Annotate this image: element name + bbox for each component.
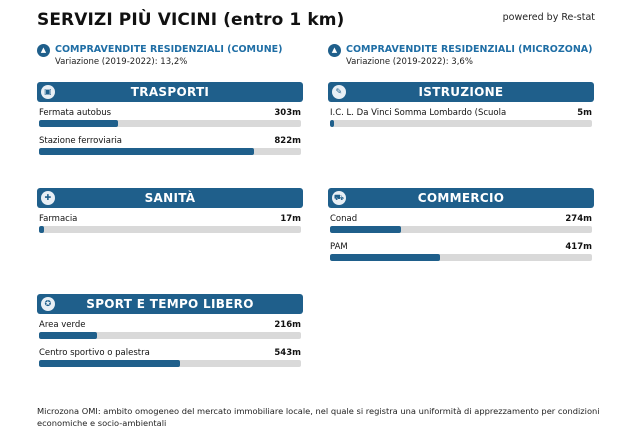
service-name: Stazione ferroviaria (39, 136, 123, 146)
list-item (37, 102, 303, 130)
stat-label: COMPRAVENDITE RESIDENZIALI (COMUNE) (55, 44, 283, 55)
distance-bar (39, 226, 301, 233)
list-item (328, 236, 594, 264)
card-title: SANITÀ (144, 191, 196, 205)
distance-bar-fill (39, 226, 44, 233)
card-istruzione (328, 82, 594, 130)
stat-variation: Variazione (2019-2022): 13,2% (55, 57, 188, 67)
distance-bar (330, 120, 592, 127)
cart-icon: ⛟ (332, 191, 346, 205)
distance-bar (39, 360, 301, 367)
stat-label: COMPRAVENDITE RESIDENZIALI (MICROZONA) (346, 44, 593, 55)
card-header (37, 82, 303, 102)
distance-bar (39, 148, 301, 155)
service-distance: 417m (565, 242, 592, 252)
card-title: SPORT E TEMPO LIBERO (86, 297, 254, 311)
distance-bar-fill (39, 332, 97, 339)
service-name: Fermata autobus (39, 108, 112, 118)
distance-bar-fill (330, 254, 440, 261)
service-name: I.C. L. Da Vinci Somma Lombardo (Scuola (330, 108, 507, 118)
bus-icon: ▣ (41, 85, 55, 99)
list-item (328, 208, 594, 236)
service-name: Area verde (39, 320, 86, 330)
service-name: Centro sportivo o palestra (39, 348, 150, 358)
card-title: COMMERCIO (417, 191, 505, 205)
school-icon: ✎ (332, 85, 346, 99)
distance-bar-fill (39, 120, 118, 127)
card-sport (37, 294, 303, 370)
distance-bar (39, 120, 301, 127)
sport-icon: ✪ (41, 297, 55, 311)
card-commercio (328, 188, 594, 264)
card-header (37, 294, 303, 314)
distance-bar-fill (330, 120, 334, 127)
triangle-up-icon: ▲ (328, 44, 341, 57)
service-name: Farmacia (39, 214, 78, 224)
service-distance: 5m (577, 108, 592, 118)
card-title: ISTRUZIONE (418, 85, 504, 99)
distance-bar (330, 226, 592, 233)
distance-bar (39, 332, 301, 339)
service-distance: 17m (280, 214, 301, 224)
card-header (328, 188, 594, 208)
service-distance: 216m (274, 320, 301, 330)
list-item (37, 342, 303, 370)
service-distance: 543m (274, 348, 301, 358)
service-distance: 822m (274, 136, 301, 146)
card-sanita (37, 188, 303, 236)
service-distance: 303m (274, 108, 301, 118)
list-item (37, 130, 303, 158)
service-name: Conad (330, 214, 358, 224)
service-name: PAM (330, 242, 348, 252)
stat-variation: Variazione (2019-2022): 3,6% (346, 57, 473, 67)
list-item (328, 102, 594, 130)
page-title: SERVIZI PIÙ VICINI (entro 1 km) (37, 10, 345, 30)
footnote: Microzona OMI: ambito omogeneo del mercato immobiliare locale, nel quale si registra una uniformità di apprezzamento per condizioni economiche e socio-ambientali (37, 406, 600, 428)
triangle-up-icon: ▲ (37, 44, 50, 57)
list-item (37, 314, 303, 342)
card-title: TRASPORTI (130, 85, 210, 99)
distance-bar-fill (330, 226, 401, 233)
distance-bar-fill (39, 360, 180, 367)
distance-bar (330, 254, 592, 261)
card-header (328, 82, 594, 102)
distance-bar-fill (39, 148, 254, 155)
list-item (37, 208, 303, 236)
card-trasporti (37, 82, 303, 158)
hospital-icon: ✚ (41, 191, 55, 205)
card-header (37, 188, 303, 208)
service-distance: 274m (565, 214, 592, 224)
powered-by-label: powered by Re-stat (502, 12, 595, 23)
